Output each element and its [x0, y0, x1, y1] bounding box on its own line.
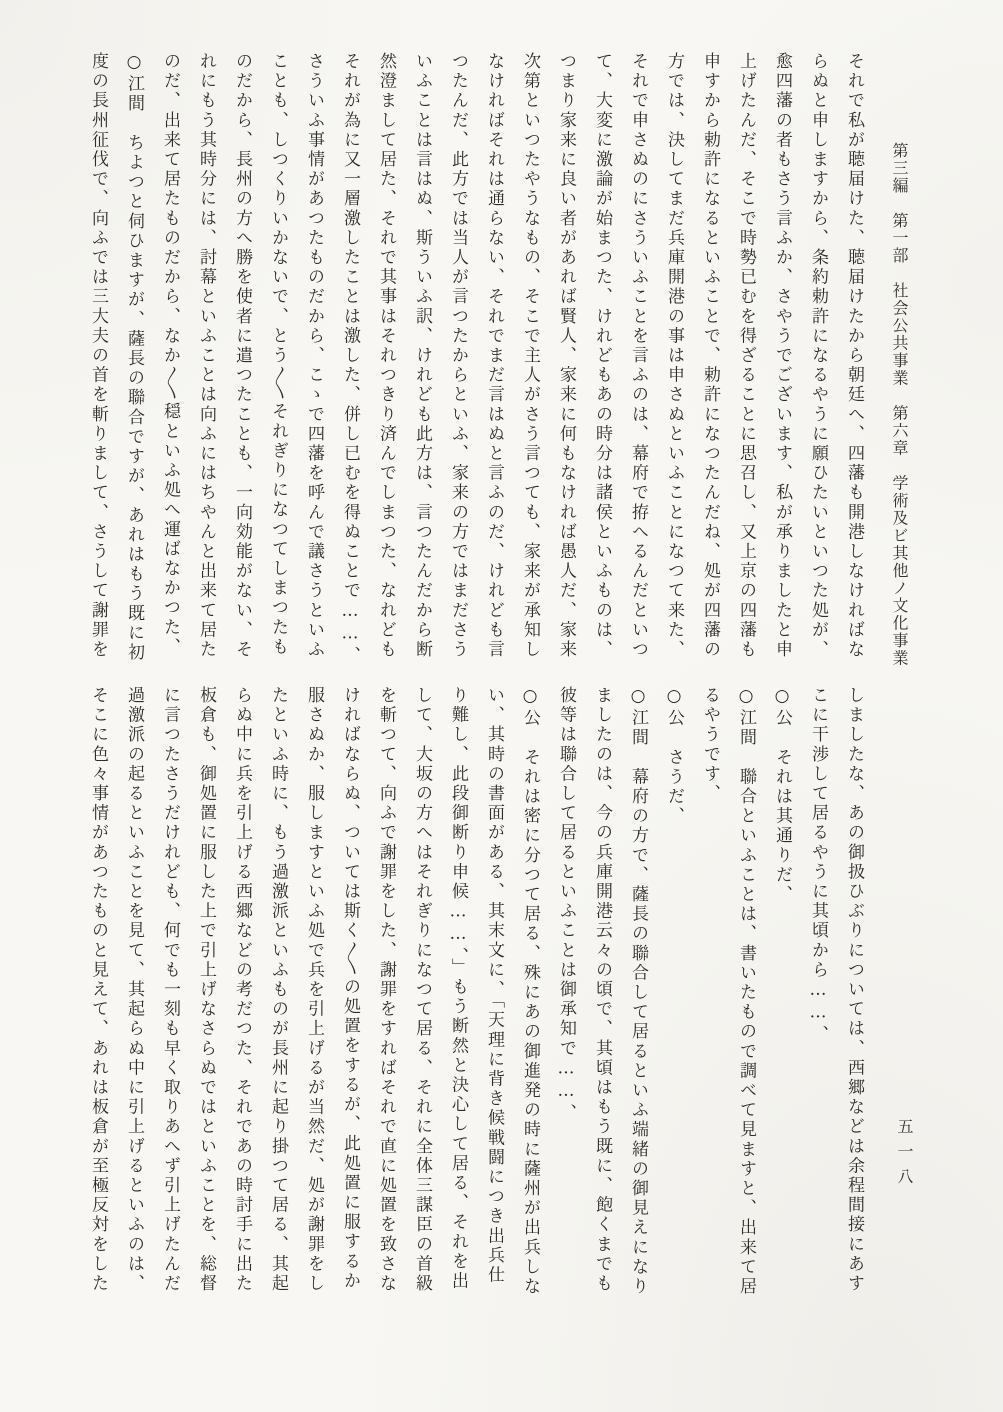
text-column: ましたのは、今の兵庫開港云々の頃で、其頃はもう既に、飽くまでも — [592, 686, 612, 1294]
text-column: つたんだ、此方では当人が言つたからといふ、家来の方ではまださう — [448, 52, 468, 660]
upper-text-block — [70, 52, 872, 666]
text-column: ○江間 ちよつと伺ひますが、薩長の聯合ですが、あれはもう既に初 — [124, 52, 144, 663]
text-column: 上げたんだ、そこで時勢已むを得ざることに思召し、又上京の四藩も — [736, 52, 756, 660]
text-column: それで私が聴届けた、聴届けたから朝廷へ、四藩も開港しなければな — [844, 52, 864, 660]
text-column: ○公 それは密に分つて居る、殊にあの御進発の時に薩州が出兵しな — [520, 686, 540, 1297]
running-head: 第三編 第一部 社会公共事業 第六章 学術及ビ其他ノ文化事業 — [890, 142, 909, 667]
text-column: らぬと申しますから、条約勅許になるやうに願ひたいといつた処が、 — [808, 52, 828, 660]
text-column: ○公 さうだ、 — [664, 686, 684, 827]
text-column: ことも、しつくりいかないで、とう〱それぎりになつてしまつたも — [268, 52, 288, 657]
text-column: それが為に又一層激したことは激した、併し已むを得ぬことで……、 — [340, 52, 360, 666]
text-column: いふことは言はぬ、斯ういふ訳、けれども此方は、言つたんだから断 — [412, 52, 432, 660]
text-column: 次第といつたやうなもの、そこで主人がさう言つても、家来が承知し — [520, 52, 540, 660]
text-column: なければそれは通らない、それでまだ言はぬと言ふのだ、けれども言 — [484, 52, 504, 660]
lower-text-block — [70, 686, 872, 1300]
text-column: こに干渉して居るやうに其頃から……、 — [808, 686, 828, 1045]
text-column: ○江間 聯合といふことは、書いたもので調べて見ますと、出来て居 — [736, 686, 756, 1297]
text-column: り難し、此段御断り申候……、」もう断然と決心して居る、それを出 — [448, 686, 468, 1292]
text-column: らぬ中に兵を引上げる西郷などの考だつた、それであの時討手に出た — [232, 686, 252, 1294]
text-column: のだ、出来て居たものだから、なか〱穏といふ処へ運ばなかつた、 — [160, 52, 180, 657]
text-column: ○江間 幕府の方で、薩長の聯合して居るといふ端緒の御見えになり — [628, 686, 648, 1297]
text-column: い、其時の書面がある、其末文に、「天理に背き候戦闘につき出兵仕 — [484, 686, 504, 1286]
text-column: さういふ事情があつたものだから、こゝで四藩を呼んで議さうといふ — [304, 52, 324, 660]
text-column: ○公 それは其通りだ、 — [772, 686, 792, 905]
text-column: ければならぬ、ついては斯く〱の処置をするが、此処置に服するか — [340, 686, 360, 1291]
text-column: 愈四藩の者もさう言ふか、さやうでございます、私が承りましたと申 — [772, 52, 792, 660]
text-column: それで申さぬのにさういふことを言ふのは、幕府で拵へるんだといつ — [628, 52, 648, 660]
text-column: のだから、長州の方へ勝を使者に遣つたことも、一向効能がない、そ — [232, 52, 252, 660]
text-column: 然澄まして居た、それで其事はそれつきり済んでしまつた、なれども — [376, 52, 396, 660]
text-column: 過激派の起るといふことを見て、其起らぬ中に引上げるといふのは、 — [124, 686, 144, 1294]
text-column: 板倉も、御処置に服した上で引上げなさらぬではといふことを、総督 — [196, 686, 216, 1294]
text-column: れにもう其時分には、討幕といふことは向ふにはちやんと出来て居た — [196, 52, 216, 660]
text-column: つまり家来に良い者があれば賢人、家来に何もなければ愚人だ、家来 — [556, 52, 576, 660]
text-column: して、大坂の方へはそれぎりになつて居る、それに全体三謀臣の首級 — [412, 686, 432, 1294]
text-column: しましたな、あの御扱ひぶりについては、西郷などは余程間接にあす — [844, 686, 864, 1294]
text-column: そこに色々事情があつたものと見えて、あれは板倉が至極反対をした — [88, 686, 108, 1294]
text-column: 度の長州征伐で、向ふでは三大夫の首を斬りまして、さうして謝罪を — [88, 52, 108, 660]
page-number: 五一八 — [895, 1118, 914, 1193]
text-column: 方では、決してまだ兵庫開港の事は申さぬといふことになつて来た、 — [664, 52, 684, 660]
text-column: たといふ時に、もう過激派といふものが長州に起り掛つて居る、其起 — [268, 686, 288, 1294]
text-column: 服さぬか、服しますといふ処で兵を引上げるが当然だ、処が謝罪をし — [304, 686, 324, 1294]
text-column: 申すから勅許になるといふことで、勅許になつたんだね、処が四藩の — [700, 52, 720, 660]
text-column: に言つたさうだけれども、何でも一刻も早く取りあへず引上げたんだ — [160, 686, 180, 1294]
text-column: て、大変に激論が始まつた、けれどもあの時分は諸侯といふものは、 — [592, 52, 612, 660]
text-column: るやうです、 — [700, 686, 720, 804]
text-column: 彼等は聯合して居るといふことは御承知で……、 — [556, 686, 576, 1124]
text-column: を斬つて、向ふで謝罪をした、謝罪をすればそれで直に処置を致さな — [376, 686, 396, 1294]
